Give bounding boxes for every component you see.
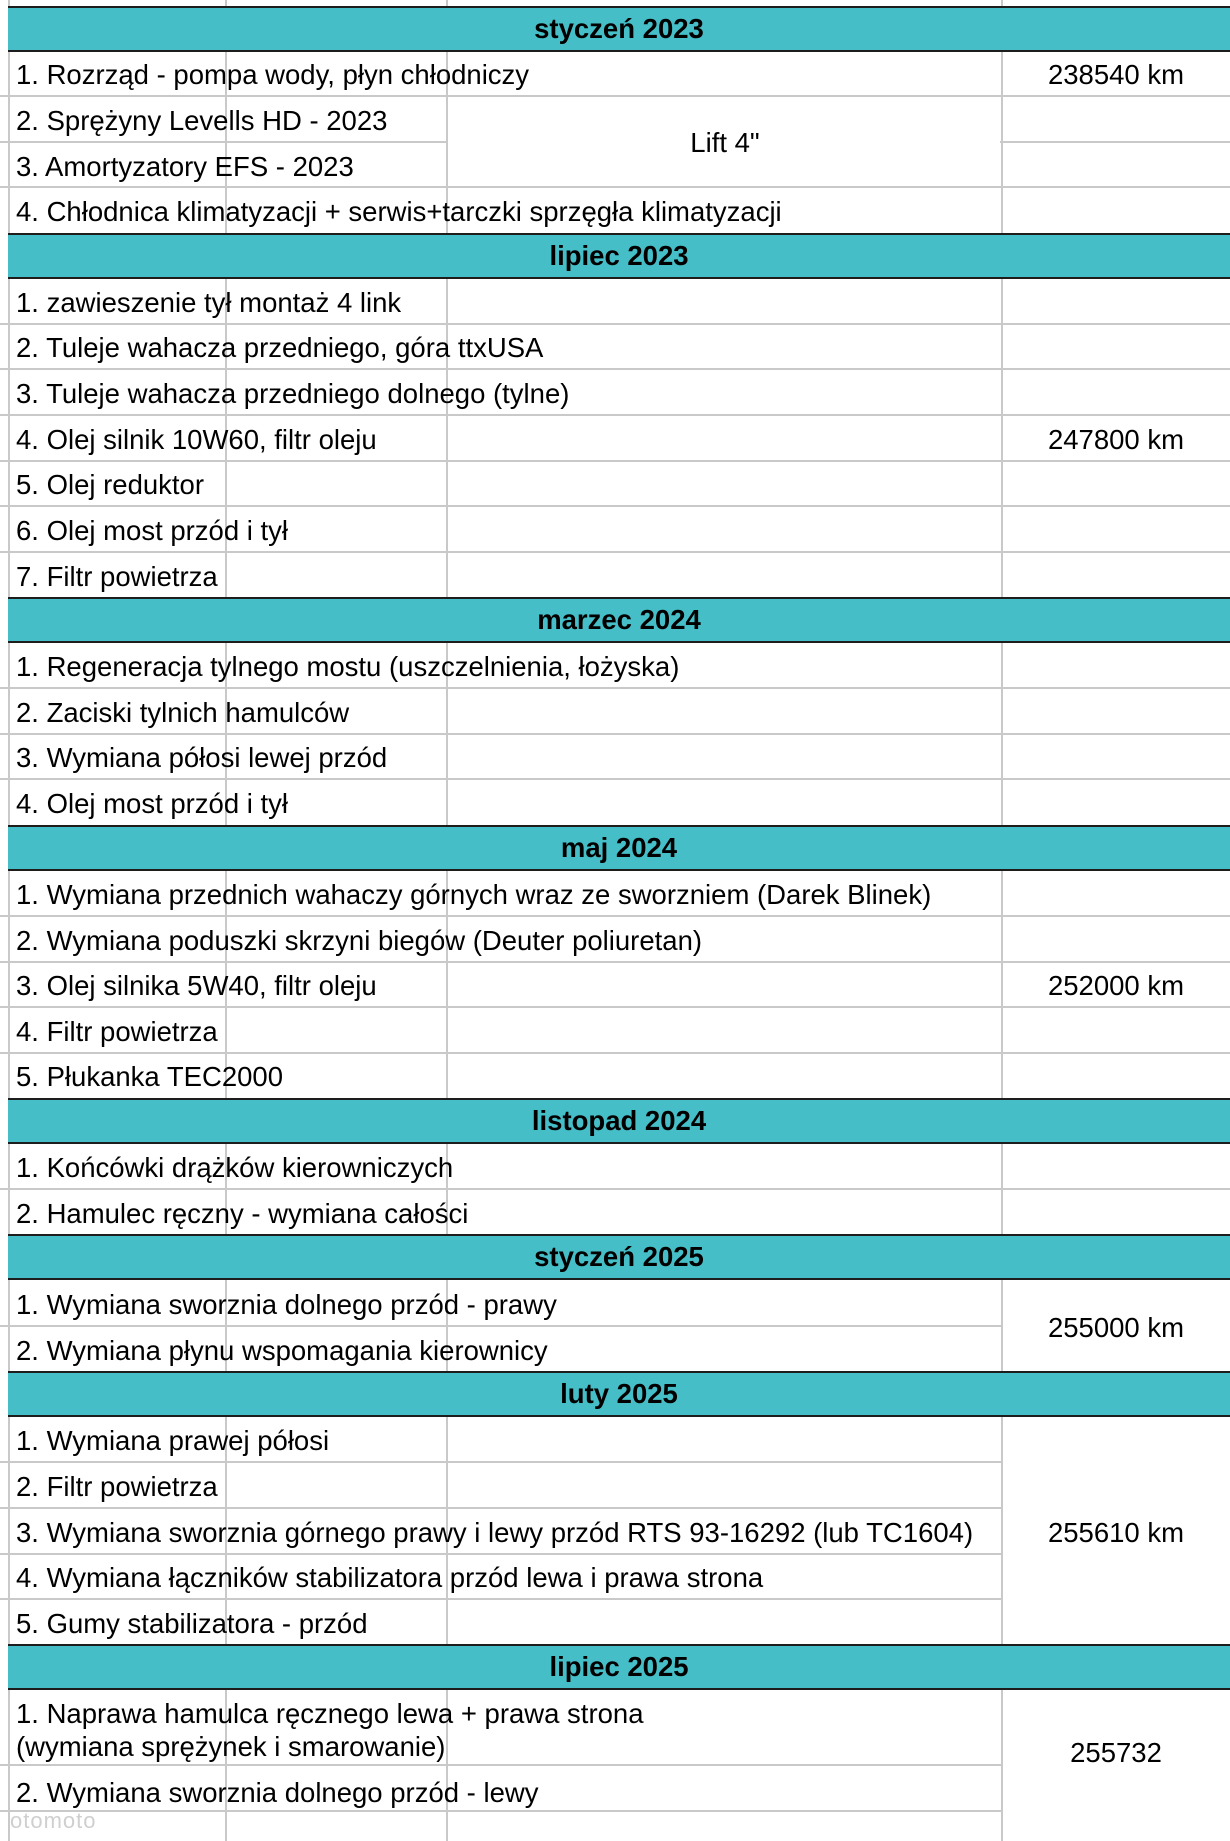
grid-line <box>0 460 1230 462</box>
mileage-value: 238540 km <box>1047 59 1185 90</box>
grid-line <box>0 323 1230 325</box>
mileage-value: 247800 km <box>1047 424 1185 455</box>
grid-line <box>0 505 1230 507</box>
mileage-value: 255000 km <box>1047 1312 1185 1343</box>
list-item: 6. Olej most przód i tył <box>16 515 289 546</box>
grid-line <box>0 551 1230 553</box>
mileage-value: 255732 <box>1070 1737 1162 1768</box>
grid-line <box>0 687 1230 689</box>
section-header-luty-2025: luty 2025 <box>8 1371 1230 1417</box>
list-item: 2. Tuleje wahacza przedniego, góra ttxUSA <box>16 332 544 363</box>
section-header-styczen-2023: styczeń 2023 <box>8 6 1230 52</box>
list-item: 4. Wymiana łączników stabilizatora przód lewa i prawa strona <box>16 1562 764 1593</box>
list-item: 1. Wymiana prawej półosi <box>16 1425 330 1456</box>
list-item: 1. Wymiana przednich wahaczy górnych wraz ze sworzniem (Darek Blinek) <box>16 879 932 910</box>
list-item: 5. Gumy stabilizatora - przód <box>16 1608 368 1639</box>
list-item: 5. Olej reduktor <box>16 469 205 500</box>
grid-line <box>0 733 1230 735</box>
list-item: 3. Wymiana półosi lewej przód <box>16 742 388 773</box>
list-item: 1. Regeneracja tylnego mostu (uszczelnienia, łożyska) <box>16 651 680 682</box>
list-item: 1. Końcówki drążków kierowniczych <box>16 1152 454 1183</box>
section-header-lipiec-2025: lipiec 2025 <box>8 1644 1230 1690</box>
lift-note: Lift 4" <box>690 127 760 158</box>
grid-line <box>0 95 1230 97</box>
list-item: 2. Filtr powietrza <box>16 1471 218 1502</box>
list-item: 1. Wymiana sworznia dolnego przód - prawy <box>16 1289 557 1320</box>
list-item: 2. Wymiana płynu wspomagania kierownicy <box>16 1335 548 1366</box>
list-item: 1. zawieszenie tył montaż 4 link <box>16 287 402 318</box>
list-item-continuation: (wymiana sprężynek i smarowanie) <box>16 1731 446 1762</box>
grid-line <box>0 778 1230 780</box>
list-item: 2. Wymiana poduszki skrzyni biegów (Deuter poliuretan) <box>16 925 703 956</box>
grid-line <box>0 961 1230 963</box>
list-item: 3. Olej silnika 5W40, filtr oleju <box>16 970 377 1001</box>
grid-line <box>0 186 1230 188</box>
mileage-value: 255610 km <box>1047 1517 1185 1548</box>
list-item: 1. Naprawa hamulca ręcznego lewa + prawa strona <box>16 1698 644 1729</box>
list-item: 3. Amortyzatory EFS - 2023 <box>16 151 354 182</box>
grid-line <box>0 915 1230 917</box>
list-item: 1. Rozrząd - pompa wody, płyn chłodniczy <box>16 59 530 90</box>
list-item: 3. Wymiana sworznia górnego prawy i lewy przód RTS 93-16292 (lub TC1604) <box>16 1517 974 1548</box>
grid-line <box>0 414 1230 416</box>
mileage-value: 252000 km <box>1047 970 1185 1001</box>
section-header-marzec-2024: marzec 2024 <box>8 597 1230 643</box>
grid-line <box>0 1006 1230 1008</box>
section-header-maj-2024: maj 2024 <box>8 825 1230 871</box>
grid-line <box>0 1188 1230 1190</box>
list-item: 2. Hamulec ręczny - wymiana całości <box>16 1198 469 1229</box>
section-header-listopad-2024: listopad 2024 <box>8 1098 1230 1144</box>
list-item: 2. Wymiana sworznia dolnego przód - lewy <box>16 1777 539 1808</box>
section-header-styczen-2025: styczeń 2025 <box>8 1234 1230 1280</box>
list-item: 3. Tuleje wahacza przedniego dolnego (tylne) <box>16 378 570 409</box>
list-item: 5. Płukanka TEC2000 <box>16 1061 284 1092</box>
list-item: 4. Olej silnik 10W60, filtr oleju <box>16 424 377 455</box>
list-item: 4. Chłodnica klimatyzacji + serwis+tarczki sprzęgła klimatyzacji <box>16 196 782 227</box>
grid-line <box>0 1052 1230 1054</box>
watermark: otomoto <box>10 1808 97 1833</box>
list-item: 4. Filtr powietrza <box>16 1016 218 1047</box>
grid-line <box>0 368 1230 370</box>
list-item: 4. Olej most przód i tył <box>16 788 289 819</box>
list-item: 7. Filtr powietrza <box>16 561 218 592</box>
list-item: 2. Zaciski tylnich hamulców <box>16 697 350 728</box>
list-item: 2. Sprężyny Levells HD - 2023 <box>16 105 388 136</box>
section-header-lipiec-2023: lipiec 2023 <box>8 233 1230 279</box>
